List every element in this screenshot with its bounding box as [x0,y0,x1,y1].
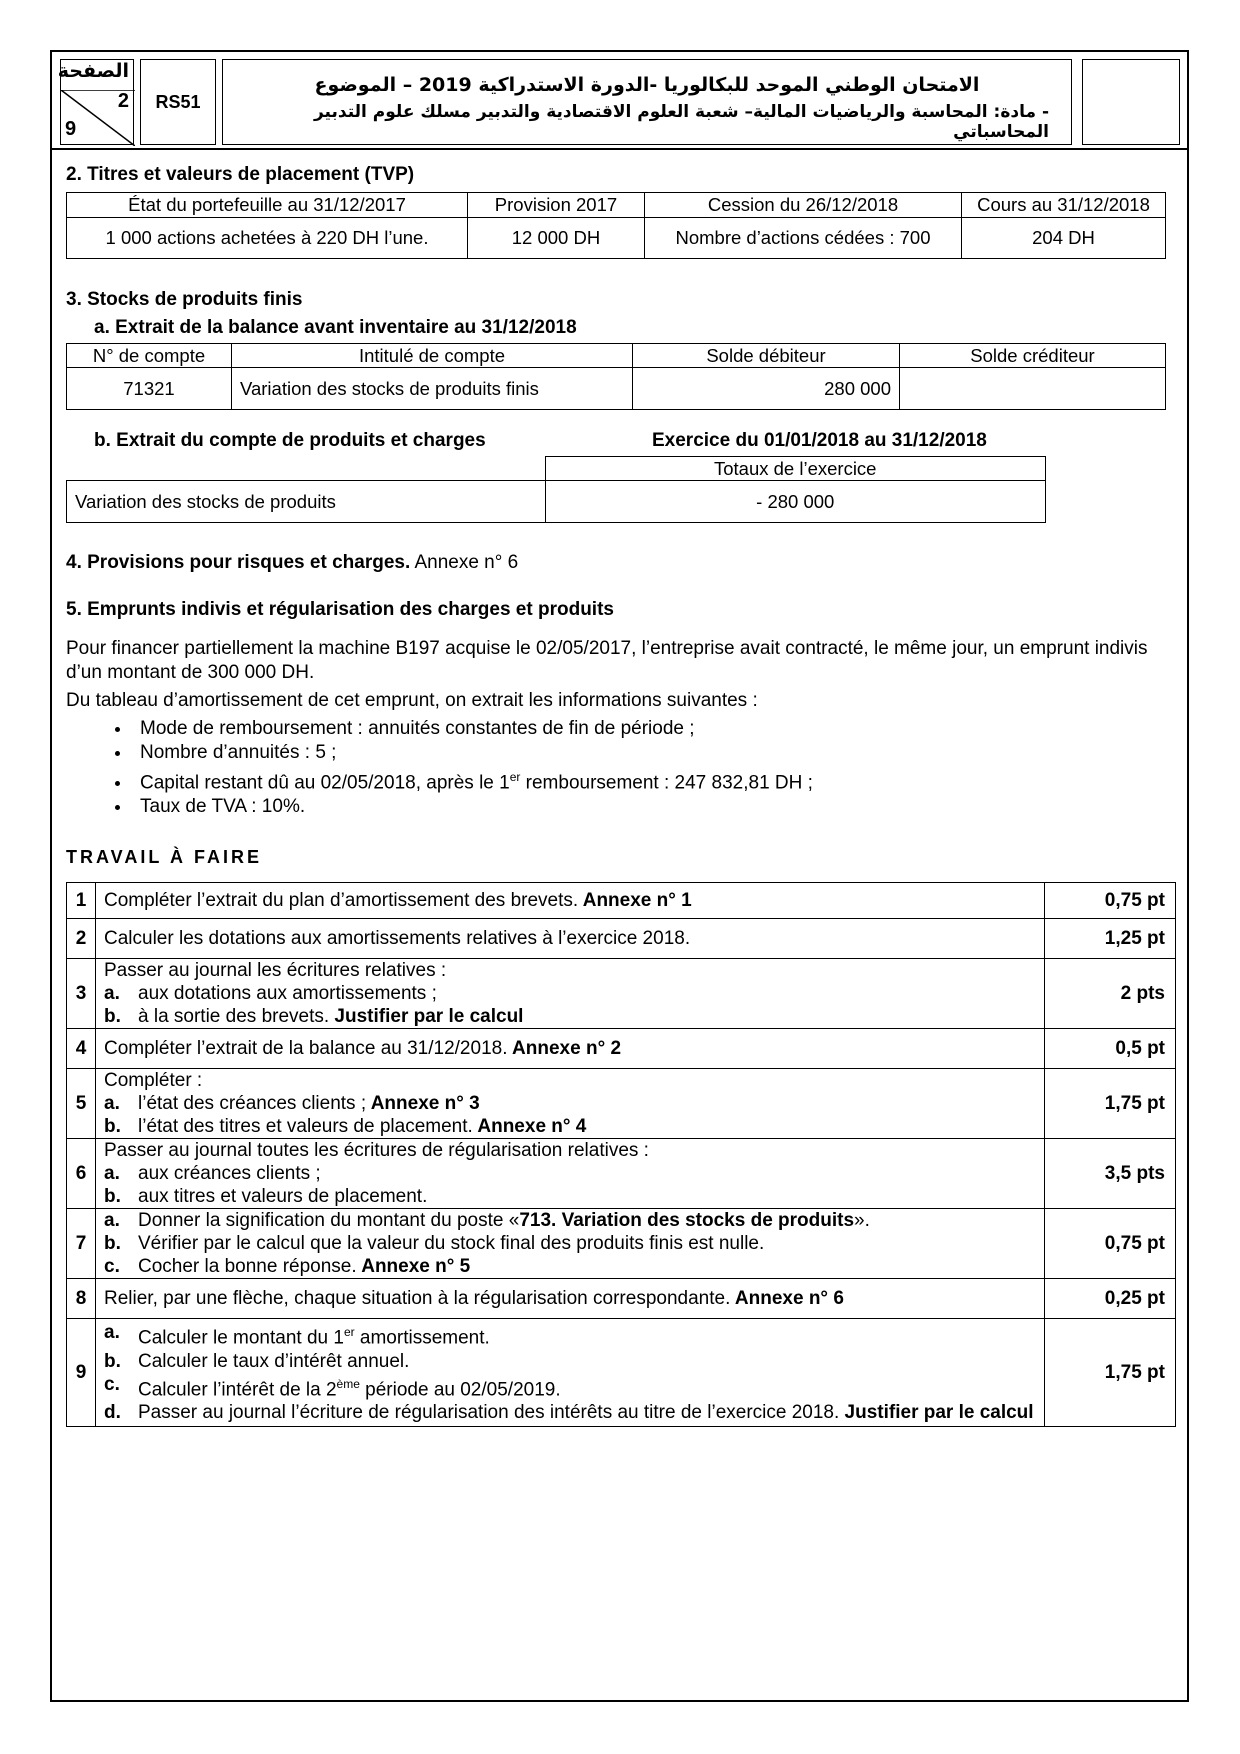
section-3b-period: Exercice du 01/01/2018 au 31/12/2018 [652,430,987,451]
table-cell: 1 000 actions achetées à 220 DH l’une. [67,218,468,259]
table-cell [900,368,1166,410]
table-row: 1 Compléter l’extrait du plan d’amortissement des brevets. Annexe n° 1 0,75 pt [67,883,1176,919]
table-cell: 204 DH [962,218,1166,259]
table-cell: Relier, par une flèche, chaque situation à la régularisation correspondante. Annexe n° 6 [96,1279,1045,1319]
table-row: 4 Compléter l’extrait de la balance au 31/12/2018. Annexe n° 2 0,5 pt [67,1029,1176,1069]
table-cell: a. Donner la signification du montant du poste «713. Variation des stocks de produits». b. Vérifier par le calcul que la valeur du stock final des produits finis est nulle. c. Cocher la bonne réponse. Annexe n° 5 [96,1209,1045,1279]
table-header: Cession du 26/12/2018 [645,193,962,218]
table-header: Solde débiteur [633,344,900,368]
table-cell: a. Calculer le montant du 1er amortissement. b. Calculer le taux d’intérêt annuel. c. Calculer l’intérêt de la 2ème période au 02/05/2019. d. Passer au journal l’écriture de régularisation des intérêts au titre de l’exercice 2018. Justifier par le calcul [96,1319,1045,1427]
table-row [67,368,1166,410]
table-cell: Variation des stocks de produits finis [232,368,633,410]
table-cell: Compléter l’extrait du plan d’amortissement des brevets. Annexe n° 1 [96,883,1045,919]
work-table [66,882,1176,1427]
content [66,162,1176,1427]
page-label: الصفحة [57,61,129,82]
table-cell: Calculer les dotations aux amortissements relatives à l’exercice 2018. [96,919,1045,959]
table-row [67,481,1046,523]
table-row [67,218,1166,259]
balance-table [66,343,1166,410]
section-4-title: 4. Provisions pour risques et charges. [66,552,411,573]
table-cell: Variation des stocks de produits [67,481,546,523]
table-header: Provision 2017 [468,193,645,218]
section-3b-title: b. Extrait du compte de produits et charges [94,430,486,451]
section-5-paragraph-2: Du tableau d’amortissement de cet emprunt, on extrait les informations suivantes : [66,690,758,711]
loan-info-list [66,717,1176,819]
page-frame [50,50,1189,1702]
section-3b-heading [66,430,1176,452]
exam-subject: - مادة: المحاسبة والرياضيات المالية– شعبة العلوم الاقتصادية والتدبير مسلك علوم التدبير المحاسباتي [313,102,1049,142]
blank-box [1082,59,1180,145]
exam-title: الامتحان الوطني الموحد للبكالوريا -الدورة الاستدراكية 2019 – الموضوع [314,74,980,96]
table-row: 5 Compléter : a. l’état des créances clients ; Annexe n° 3 b. l’état des titres et valeurs de placement. Annexe n° 4 1,75 pt [67,1069,1176,1139]
section-3-title: 3. Stocks de produits finis [66,289,303,310]
table-cell: Compléter l’extrait de la balance au 31/12/2018. Annexe n° 2 [96,1029,1045,1069]
table-cell: Compléter : a. l’état des créances clients ; Annexe n° 3 b. l’état des titres et valeurs de placement. Annexe n° 4 [96,1069,1045,1139]
table-cell: 280 000 [633,368,900,410]
table-cell: - 280 000 [545,481,1046,523]
work-title: TRAVAIL À FAIRE [66,847,263,868]
section-5-paragraph-1: Pour financer partiellement la machine B197 acquise le 02/05/2017, l’entreprise avait contracté, le même jour, un emprunt indivis d’un montant de 300 000 DH. [66,638,1148,683]
table-cell: Passer au journal toutes les écritures de régularisation relatives : a. aux créances clients ; b. aux titres et valeurs de placement. [96,1139,1045,1209]
table-cell: 71321 [67,368,232,410]
table-header: Cours au 31/12/2018 [962,193,1166,218]
tvp-table [66,192,1166,259]
table-header-row [67,344,1166,368]
table-header: État du portefeuille au 31/12/2017 [67,193,468,218]
section-4 [66,551,1176,575]
table-row: 7 a. Donner la signification du montant du poste «713. Variation des stocks de produits». b. Vérifier par le calcul que la valeur du stock final des produits finis est nulle. c. Cocher la bonne réponse. Annexe n° 5 0,75 pt [67,1209,1176,1279]
list-item: • Mode de remboursement : annuités constantes de fin de période ; [132,717,1176,741]
page-total: 9 [65,118,77,140]
table-header-row [67,457,1046,481]
exam-code: RS51 [140,59,216,145]
table-row: 3 Passer au journal les écritures relatives : a. aux dotations aux amortissements ; b. à la sortie des brevets. Justifier par le calcul 2 pts [67,959,1176,1029]
list-item: • Taux de TVA : 10%. [132,795,1176,819]
header [52,52,1187,150]
table-header: Solde créditeur [900,344,1166,368]
table-cell: Passer au journal les écritures relatives : a. aux dotations aux amortissements ; b. à la sortie des brevets. Justifier par le calcul [96,959,1045,1029]
section-4-annex: Annexe n° 6 [410,552,519,573]
table-cell: 12 000 DH [468,218,645,259]
table-cell: Nombre d’actions cédées : 700 [645,218,962,259]
exam-title-box [222,59,1072,145]
section-3a-title: a. Extrait de la balance avant inventaire au 31/12/2018 [94,317,577,338]
section-2-title: 2. Titres et valeurs de placement (TVP) [66,164,415,185]
table-row: 8 Relier, par une flèche, chaque situation à la régularisation correspondante. Annexe n° 6 0,25 pt [67,1279,1176,1319]
table-header-row [67,193,1166,218]
page-current: 2 [117,90,129,112]
table-header: Intitulé de compte [232,344,633,368]
table-row: 9 a. Calculer le montant du 1er amortissement. b. Calculer le taux d’intérêt annuel. c. Calculer l’intérêt de la 2ème période au 02/05/2019. d. Passer au journal l’écriture de régularisation des intérêts au titre de l’exercice 2018. Justifier par le calcul 1,75 pt [67,1319,1176,1427]
table-row: 2 Calculer les dotations aux amortissements relatives à l’exercice 2018. 1,25 pt [67,919,1176,959]
table-header: N° de compte [67,344,232,368]
table-row: 6 Passer au journal toutes les écritures de régularisation relatives : a. aux créances clients ; b. aux titres et valeurs de placement. 3,5 pts [67,1139,1176,1209]
list-item: • Capital restant dû au 02/05/2018, après le 1er remboursement : 247 832,81 DH ; [132,765,1176,795]
section-5-title: 5. Emprunts indivis et régularisation des charges et produits [66,599,614,620]
table-header: Totaux de l’exercice [545,457,1046,481]
page-number-box [57,59,134,145]
cpc-table [66,456,1046,523]
list-item: • Nombre d’annuités : 5 ; [132,741,1176,765]
